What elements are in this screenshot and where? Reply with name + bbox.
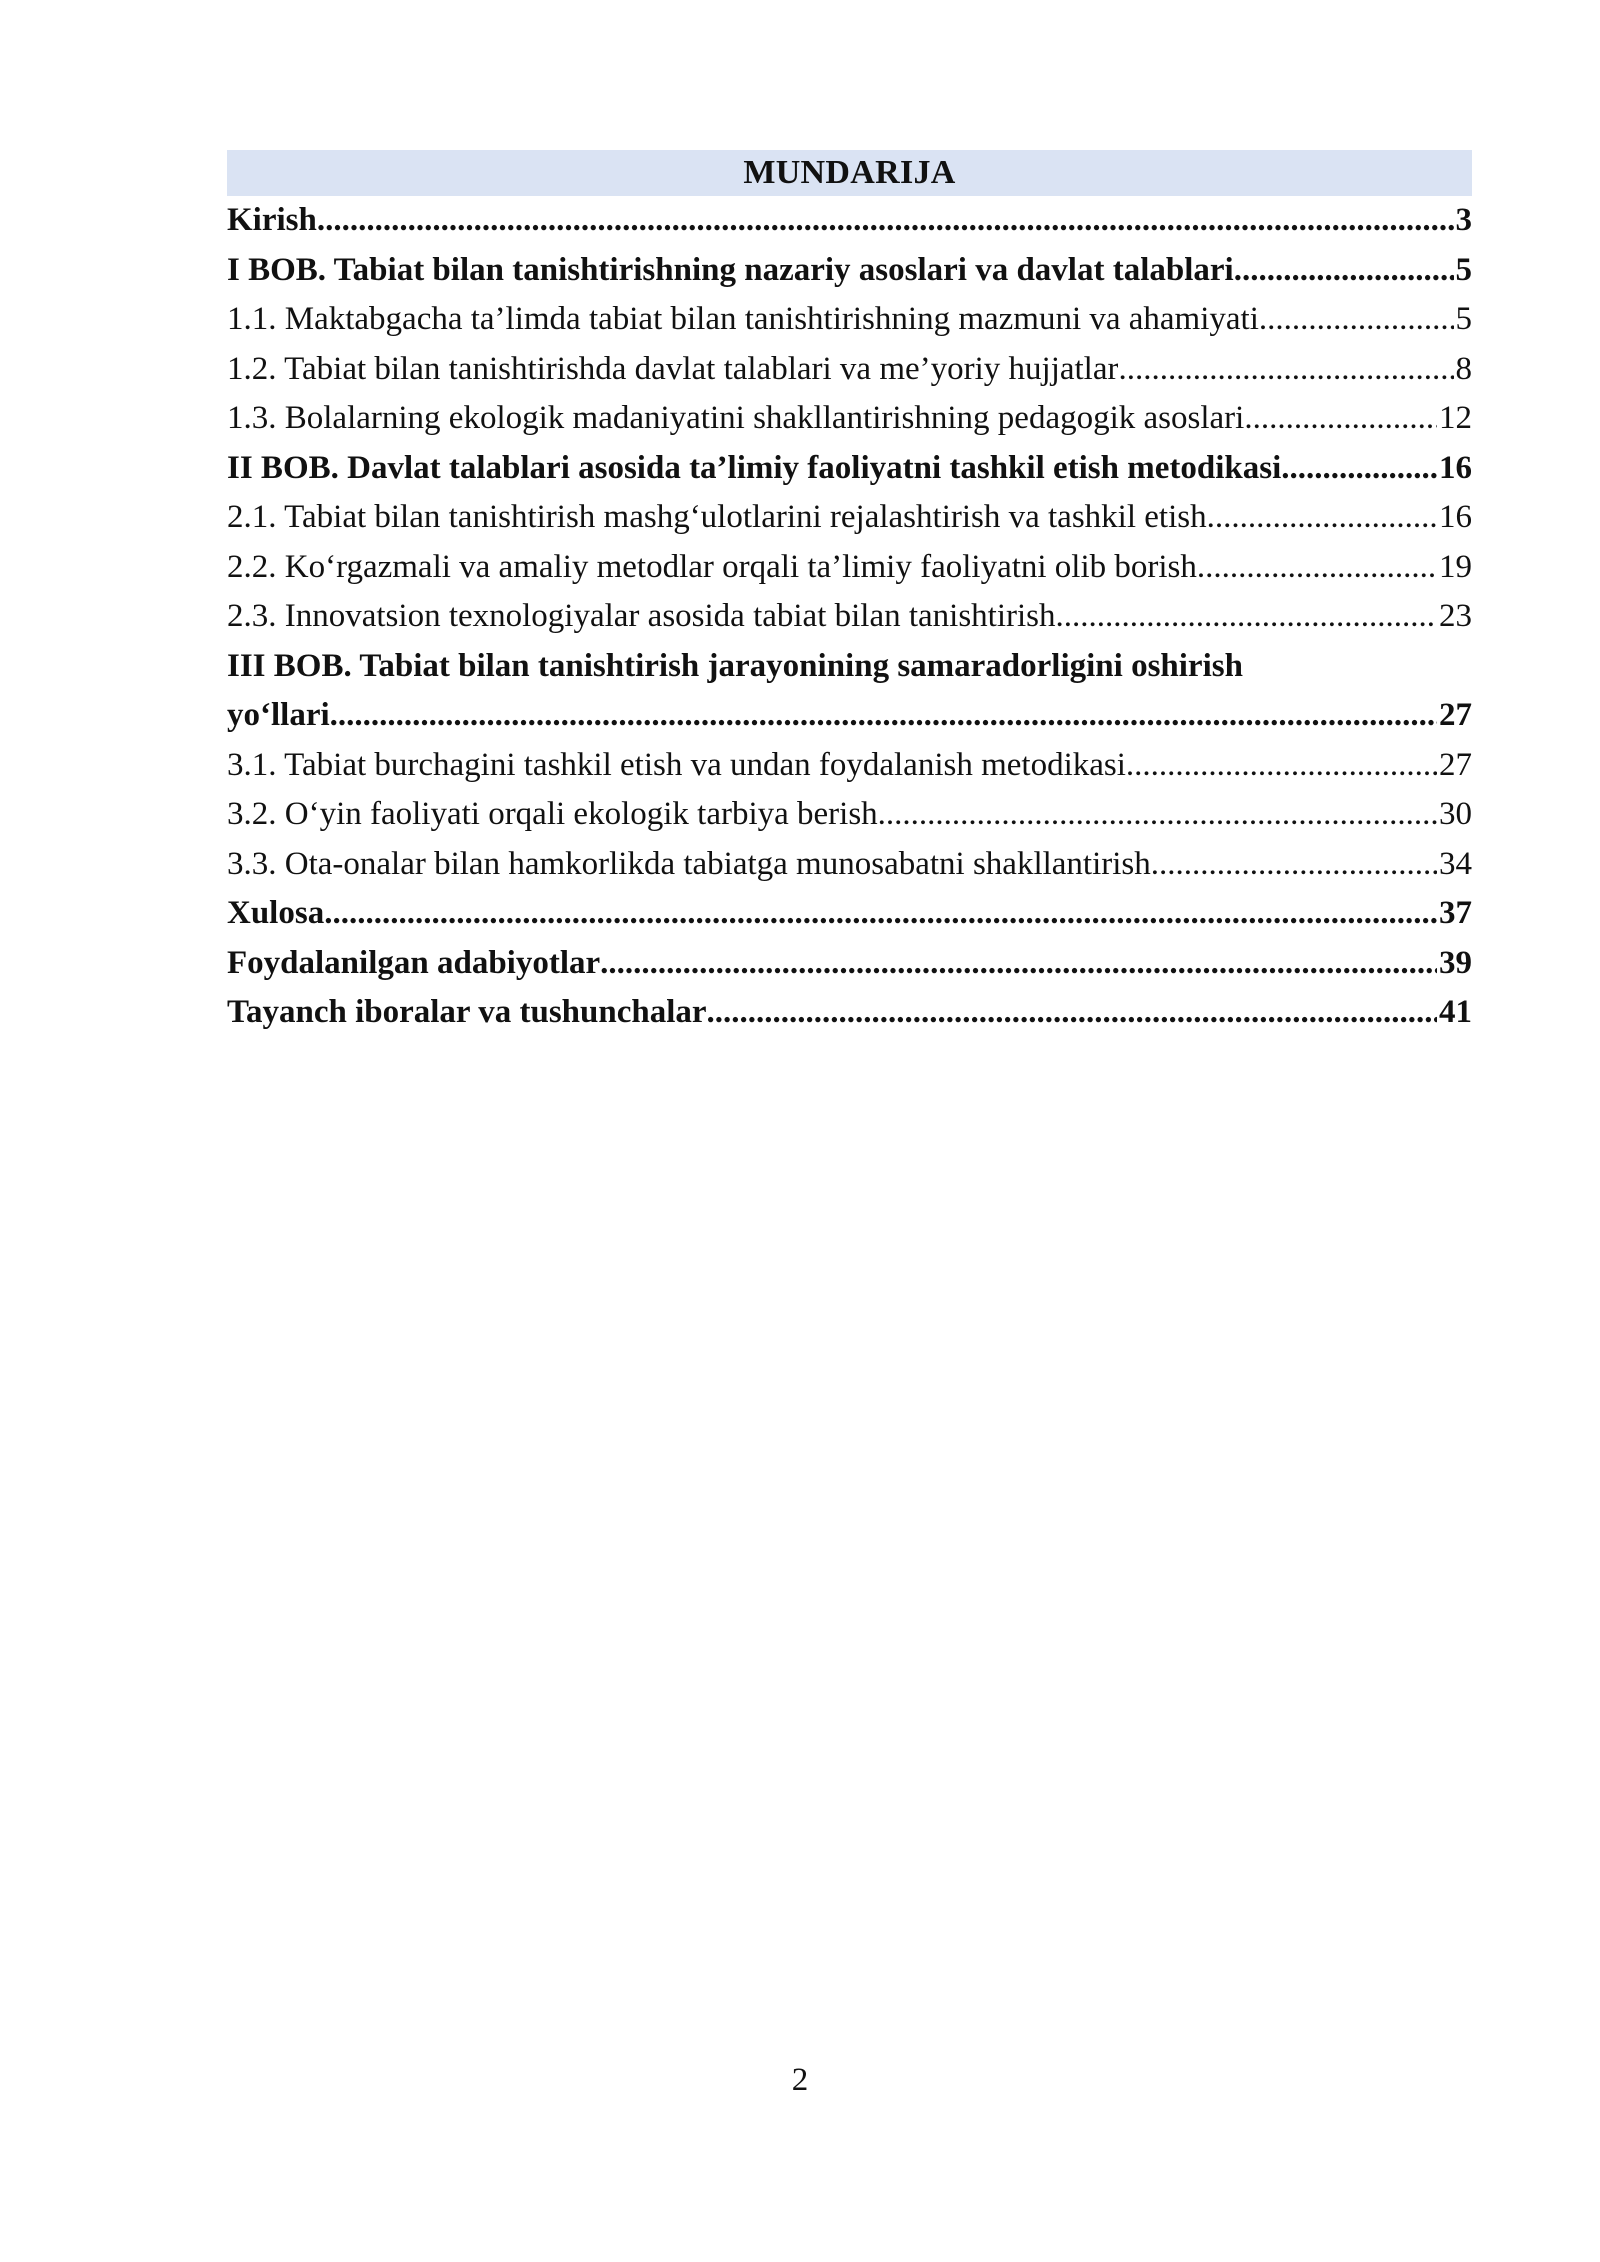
toc-leader-dots — [878, 790, 1437, 840]
toc-entry-label: 2.3. Innovatsion texnologiyalar asosida tabiat bilan tanishtirish — [227, 598, 1056, 634]
toc-entry-label: 3.3. Ota-onalar bilan hamkorlikda tabiatga munosabatni shakllantirish — [227, 845, 1151, 882]
toc-leader-dots — [1259, 295, 1454, 345]
toc-entry-page: 5 — [1455, 251, 1472, 288]
toc-entry — [227, 889, 1472, 939]
toc-entry-page: 16 — [1439, 449, 1472, 486]
toc-entry-page: 23 — [1439, 598, 1472, 634]
toc-entry — [227, 741, 1472, 791]
toc-leader-dots — [1118, 345, 1453, 395]
toc-entry — [227, 840, 1472, 890]
toc-entry — [227, 543, 1472, 593]
toc-entry — [227, 444, 1472, 494]
toc-entry-label: 3.2. O‘yin faoliyati orqali ekologik tarbiya berish — [227, 796, 878, 832]
toc-entry-page: 27 — [1439, 746, 1472, 783]
toc-leader-dots — [1244, 394, 1437, 444]
toc-entry-page: 39 — [1439, 944, 1472, 981]
toc-entry-page: 37 — [1439, 895, 1472, 931]
toc-entry — [227, 691, 1472, 741]
toc-list — [227, 196, 1472, 1038]
toc-entry-label: Xulosa — [227, 895, 325, 931]
toc-leader-dots — [1234, 246, 1454, 296]
toc-entry-label: 1.1. Maktabgacha ta’limda tabiat bilan tanishtirishning mazmuni va ahamiyati — [227, 301, 1259, 337]
toc-entry-label: 3.1. Tabiat burchagini tashkil etish va undan foydalanish metodikasi — [227, 746, 1126, 783]
toc-entry-page: 30 — [1439, 796, 1472, 832]
toc-entry — [227, 988, 1472, 1038]
toc-entry-page: 5 — [1455, 301, 1472, 337]
toc-entry-label: I BOB. Tabiat bilan tanishtirishning nazariy asoslari va davlat talablari — [227, 251, 1234, 288]
toc-entry — [227, 790, 1472, 840]
toc-leader-dots — [1056, 592, 1437, 642]
table-of-contents — [227, 150, 1472, 1038]
toc-entry-heading-line — [227, 642, 1472, 692]
toc-entry — [227, 295, 1472, 345]
toc-entry-label: 2.2. Ko‘rgazmali va amaliy metodlar orqali ta’limiy faoliyatni olib borish — [227, 548, 1197, 585]
toc-entry-label: II BOB. Davlat talablari asosida ta’limiy faoliyatni tashkil etish metodikasi. — [227, 449, 1290, 486]
toc-entry-page: 27 — [1439, 697, 1472, 733]
toc-leader-dots — [1126, 741, 1437, 791]
toc-entry-label: Tayanch iboralar va tushunchalar — [227, 994, 707, 1030]
toc-entry-page: 19 — [1439, 548, 1472, 585]
toc-entry — [227, 345, 1472, 395]
page-number: 2 — [791, 2062, 809, 2098]
toc-leader-dots — [324, 889, 1437, 939]
toc-entry — [227, 592, 1472, 642]
toc-entry-page: 41 — [1439, 994, 1472, 1030]
toc-entry-page: 3 — [1455, 202, 1472, 238]
toc-leader-dots — [1197, 543, 1437, 593]
toc-leader-dots — [317, 196, 1454, 246]
toc-entry — [227, 394, 1472, 444]
toc-entry — [227, 196, 1472, 246]
toc-leader-dots — [1151, 840, 1437, 890]
toc-leader-dots — [600, 939, 1437, 989]
toc-leader-dots — [1290, 444, 1437, 494]
toc-entry-label: yo‘llari — [227, 697, 330, 733]
toc-entry-label: Foydalanilgan adabiyotlar — [227, 944, 601, 981]
toc-entry-page: 16 — [1439, 499, 1472, 535]
toc-entry-label: III BOB. Tabiat bilan tanishtirish jarayonining samaradorligini oshirish — [227, 647, 1243, 684]
toc-entry — [227, 493, 1472, 543]
toc-entry-label: 1.2. Tabiat bilan tanishtirishda davlat talablari va me’yoriy hujjatlar — [227, 350, 1119, 387]
toc-entry-page: 34 — [1439, 845, 1472, 882]
toc-leader-dots — [330, 691, 1437, 741]
toc-entry-label: 1.3. Bolalarning ekologik madaniyatini shakllantirishning pedagogik asoslari — [227, 400, 1245, 436]
toc-leader-dots — [1207, 493, 1437, 543]
toc-entry-page: 8 — [1455, 350, 1472, 387]
toc-entry-label: 2.1. Tabiat bilan tanishtirish mashg‘ulotlarini rejalashtirish va tashkil etish — [227, 499, 1207, 535]
toc-entry-label: Kirish — [227, 202, 317, 238]
toc-entry — [227, 246, 1472, 296]
toc-title: MUNDARIJA — [227, 150, 1472, 196]
toc-leader-dots — [707, 988, 1437, 1038]
toc-entry — [227, 939, 1472, 989]
toc-entry-page: 12 — [1439, 400, 1472, 436]
